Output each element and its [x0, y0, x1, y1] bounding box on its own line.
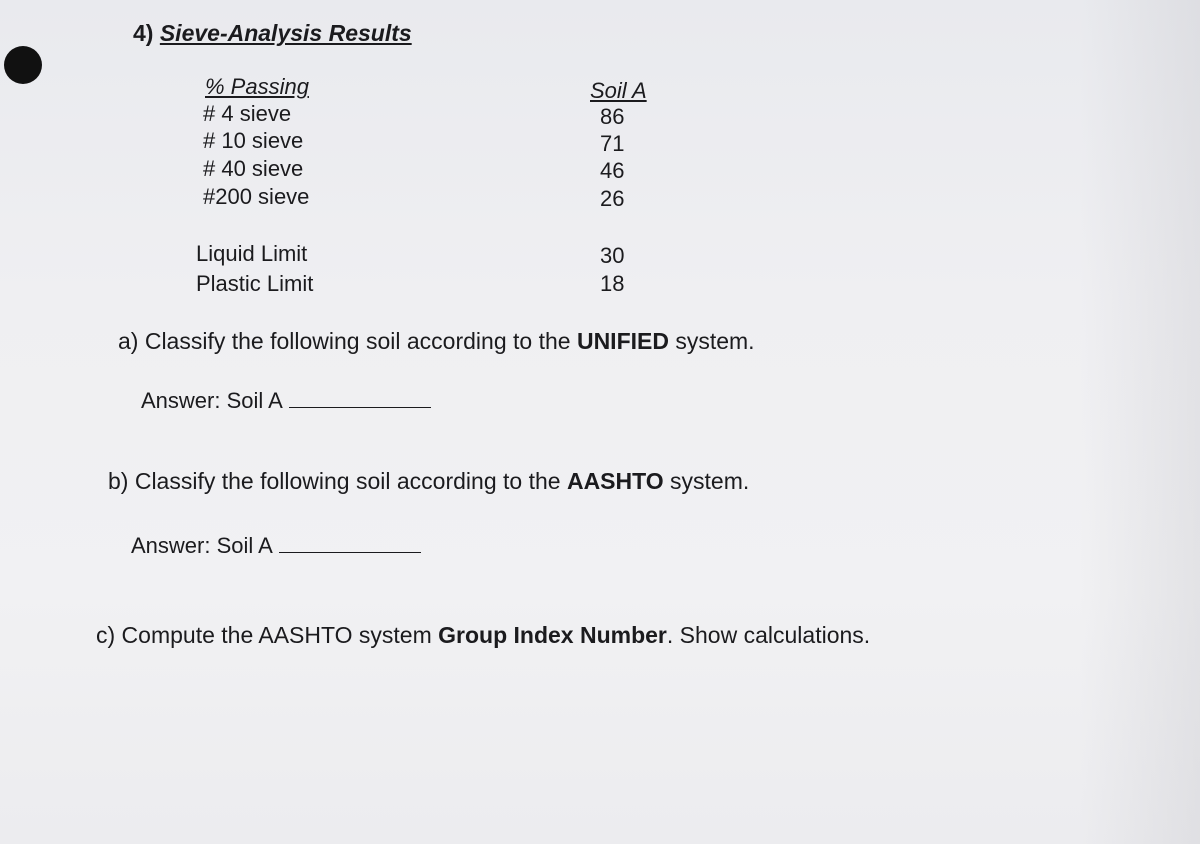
- section-title-text: Sieve-Analysis Results: [159, 20, 412, 46]
- question-c: [96, 622, 870, 649]
- sieve-200-value: 26: [600, 186, 625, 211]
- answer-b-blank: [279, 532, 421, 553]
- plastic-limit-label: Plastic Limit: [196, 271, 314, 296]
- sieve-200-label: #200 sieve: [203, 184, 310, 209]
- question-c-text: c) Compute the AASHTO system: [96, 622, 439, 648]
- answer-a-label: Answer: Soil A: [141, 388, 283, 413]
- question-c-end: . Show calculations.: [666, 622, 871, 648]
- punch-hole: [4, 46, 42, 84]
- question-a: [118, 328, 755, 355]
- answer-a: [141, 387, 431, 414]
- sieve-40-value: 46: [600, 158, 625, 183]
- question-b-end: system.: [663, 468, 750, 494]
- sieve-10-value: 71: [600, 131, 625, 156]
- liquid-limit-value: 30: [600, 243, 625, 268]
- question-b-emphasis: AASHTO: [566, 468, 664, 494]
- liquid-limit-label: Liquid Limit: [196, 241, 308, 266]
- answer-b-label: Answer: Soil A: [131, 533, 273, 558]
- answer-b: [131, 532, 421, 559]
- question-a-emphasis: UNIFIED: [576, 328, 669, 354]
- question-c-emphasis: Group Index Number: [438, 622, 667, 648]
- question-a-text: a) Classify the following soil according to the: [118, 328, 577, 354]
- page-shadow: [1080, 0, 1200, 844]
- sieve-4-label: # 4 sieve: [203, 101, 292, 126]
- question-b: [108, 468, 749, 495]
- section-number: 4): [133, 20, 154, 46]
- question-a-end: system.: [668, 328, 755, 354]
- percent-passing-header: % Passing: [205, 74, 309, 99]
- soil-a-header: Soil A: [590, 78, 647, 103]
- section-title: [133, 20, 412, 47]
- sieve-4-value: 86: [600, 104, 625, 129]
- sieve-40-label: # 40 sieve: [203, 156, 304, 181]
- answer-a-blank: [289, 387, 431, 408]
- question-b-text: b) Classify the following soil according to the: [108, 468, 567, 494]
- plastic-limit-value: 18: [600, 271, 625, 296]
- sieve-10-label: # 10 sieve: [203, 128, 304, 153]
